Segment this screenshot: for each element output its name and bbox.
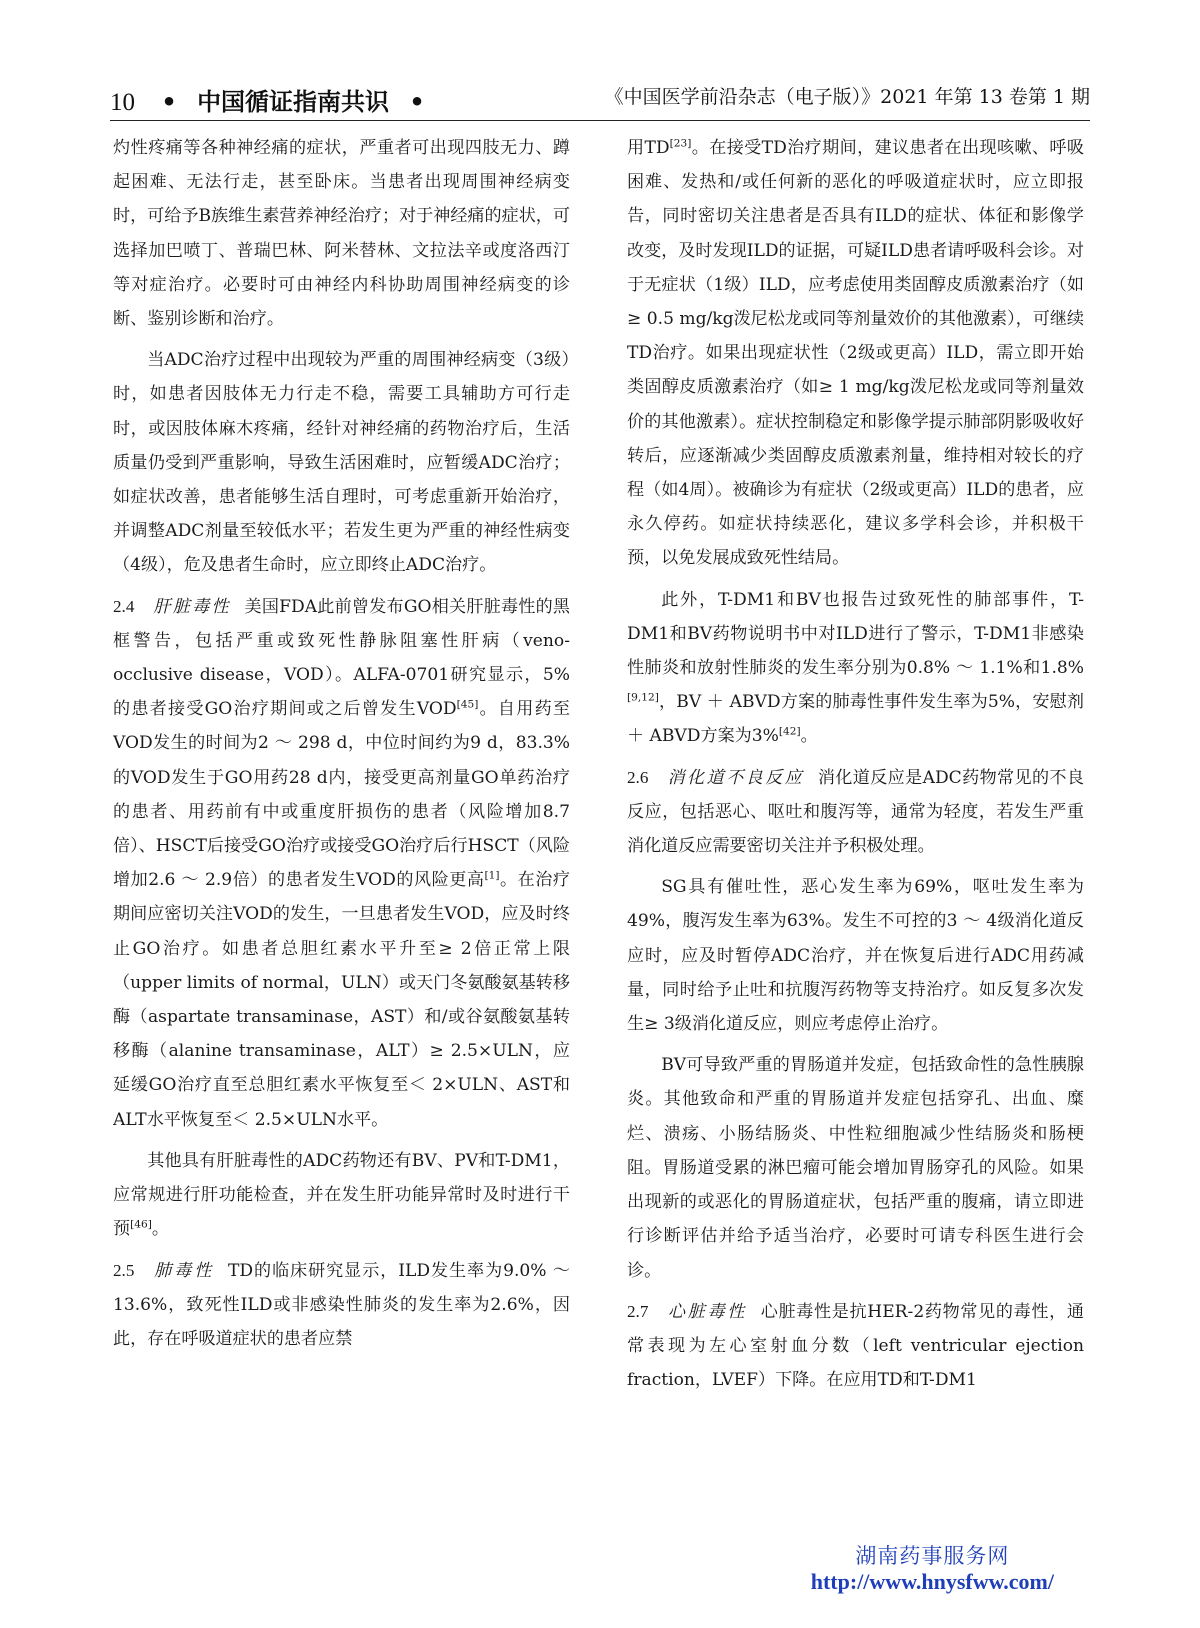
section-2-7-cardiotoxicity [627,1295,1084,1398]
header-bullet-left: • [161,88,177,116]
section-number: 2.5 [113,1260,135,1280]
section-2-6-gi-reactions [627,761,1084,864]
section-2-5-pulmonary-toxicity [113,1254,570,1357]
section-title: 肝脏毒性 [153,596,231,617]
paragraph-tdm1-bv-pulmonary [627,583,1084,754]
journal-info: 《中国医学前沿杂志（电子版）》2021 年第 13 卷第 1 期 [604,86,1090,108]
citation: [1] [484,869,500,882]
section-title: 心脏毒性 [667,1301,748,1322]
section-2-4-hepatotoxicity [113,590,570,1137]
watermark [811,1543,1054,1595]
section-number: 2.7 [627,1301,649,1321]
section-text: 。自用药至VOD发生的时间为2 ～ 298 d，中位时间约为9 d，83.3%的VOD发生于GO用药28 d内，接受更高剂量GO单药治疗的患者、用药前有中或重度肝损伤的患者（风险增加8.7倍）、HSCT后接受GO治疗或接受GO治疗后行HSCT（风险增加2.6 ～ 2.9倍）的患者发生VOD的风险更高 [113,699,570,891]
section-text: 美国FDA此前曾发布GO相关肝脏毒性的黑框警告，包括严重或致死性静脉阻塞性肝病（veno-occlusive disease，VOD）。ALFA-0701研究显示，5%的患者接受GO治疗期间或之后曾发生VOD [113,596,570,720]
column-title: 中国循证指南共识 [197,88,390,116]
section-number: 2.6 [627,767,649,787]
citation: [23] [669,137,692,150]
watermark-site-name: 湖南药事服务网 [855,1544,1010,1568]
citation: [45] [456,698,479,711]
paragraph-text: 。 [800,726,818,747]
header-left [110,82,437,117]
section-text: TD的临床研究显示，ILD发生率为9.0% ～ 13.6%，致死性ILD或非感染性肺炎的发生率为2.6%，因此，存在呼吸道症状的患者应禁 [113,1260,570,1349]
paragraph-text: 。 [151,1219,169,1240]
section-text: 心脏毒性是抗HER-2药物常见的毒性，通常表现为左心室射血分数（left ventricular ejection fraction，LVEF）下降。在应用TD和T-DM1 [627,1301,1084,1391]
section-title: 肺毒性 [153,1260,215,1281]
paragraph-text: 其他具有肝脏毒性的ADC药物还有BV、PV和T-DM1，应常规进行肝功能检查，并在发生肝功能异常时及时进行干预 [113,1150,570,1240]
paragraph-text: 。在接受TD治疗期间，建议患者在出现咳嗽、呼吸困难、发热和/或任何新的恶化的呼吸道症状时，应立即报告，同时密切关注患者是否具有ILD的症状、体征和影像学改变，及时发现ILD的证据，可疑ILD患者请呼吸科会诊。对于无症状（1级）ILD，应考虑使用类固醇皮质激素治疗（如≥ 0.5 mg/kg泼尼松龙或同等剂量效价的其他激素），可继续TD治疗。如果出现症状性（2级或更高）ILD，需立即开始类固醇皮质激素治疗（如≥ 1 mg/kg泼尼松龙或同等剂量效价的其他激素）。症状控制稳定和影像学提示肺部阴影吸收好转后，应逐渐减少类固醇皮质激素剂量，维持相对较长的疗程（如4周）。被确诊为有症状（2级或更高）ILD的患者，应永久停药。如症状持续恶化，建议多学科会诊，并积极干预，以免发展成致死性结局。 [627,138,1084,569]
section-title: 消化道不良反应 [667,767,805,788]
citation: [42] [778,725,801,738]
paragraph-ild-management [627,131,1084,576]
right-column [627,131,1084,1571]
paragraph-text: 此外，T-DM1和BV也报告过致死性的肺部事件，T-DM1和BV药物说明书中对ILD进行了警示，T-DM1非感染性肺炎和放射性肺炎的发生率分别为0.8% ～ 1.1%和1.8% [627,589,1084,679]
section-text: 。在治疗期间应密切关注VOD的发生，一旦患者发生VOD，应及时终止GO治疗。如患者总胆红素水平升至≥ 2倍正常上限（upper limits of normal，ULN）或天门冬氨酸氨基转移酶（aspartate transaminase，AST）和/或谷氨酸氨基转移酶（alanine transaminase，ALT）≥ 2.5×ULN，应延缓GO治疗直至总胆红素水平恢复至＜ 2×ULN、AST和ALT水平恢复至＜ 2.5×ULN水平。 [113,870,570,1130]
citation: [9,12] [627,691,659,704]
watermark-url: http://www.hnysfww.com/ [810,1569,1054,1594]
paragraph-text: 用TD [627,138,670,158]
left-column [113,131,570,1571]
page-header [110,74,1090,118]
header-rule [110,120,1090,121]
header-bullet-right: • [409,88,425,116]
page-number: 10 [110,89,135,116]
paragraph-bv-gi-complications: BV可导致严重的胃肠道并发症，包括致命性的急性胰腺炎。其他致命和严重的胃肠道并发症包括穿孔、出血、糜烂、溃疡、小肠结肠炎、中性粒细胞减少性结肠炎和肠梗阻。胃肠道受累的淋巴瘤可能会增加胃肠穿孔的风险。如果出现新的或恶化的胃肠道症状，包括严重的腹痛，请立即进行诊断评估并给予适当治疗，必要时可请专科医生进行会诊。 [627,1055,1084,1281]
section-text: 消化道反应是ADC药物常见的不良反应，包括恶心、呕吐和腹泻等，通常为轻度，若发生严重消化道反应需要密切关注并予积极处理。 [627,767,1084,857]
paragraph-text: ，BV ＋ ABVD方案的肺毒性事件发生率为5%，安慰剂＋ ABVD方案为3% [627,692,1084,747]
citation: [46] [130,1218,152,1231]
paragraph-neuropathy-continued: 灼性疼痛等各种神经痛的症状，严重者可出现四肢无力、蹲起困难、无法行走，甚至卧床。当患者出现周围神经病变时，可给予B族维生素营养神经治疗；对于神经痛的症状，可选择加巴喷丁、普瑞巴林、阿米替林、文拉法辛或度洛西汀等对症治疗。必要时可由神经内科协助周围神经病变的诊断、鉴别诊断和治疗。 [113,138,570,330]
paragraph-neuropathy-grading: 当ADC治疗过程中出现较为严重的周围神经病变（3级）时，如患者因肢体无力行走不稳，需要工具辅助方可行走时，或因肢体麻木疼痛，经针对神经痛的药物治疗后，生活质量仍受到严重影响，导致生活困难时，应暂缓ADC治疗；如症状改善，患者能够生活自理时，可考虑重新开始治疗，并调整ADC剂量至较低水平；若发生更为严重的神经性病变（4级），危及患者生命时，应立即终止ADC治疗。 [113,350,570,576]
paragraph-other-hepatotoxic-adc [113,1144,570,1247]
section-number: 2.4 [113,596,135,616]
paragraph-sg-emetogenic: SG具有催吐性，恶心发生率为69%，呕吐发生率为49%，腹泻发生率为63%。发生不可控的3 ～ 4级消化道反应时，应及时暂停ADC治疗，并在恢复后进行ADC用药减量，同时给予止吐和抗腹泻药物等支持治疗。如反复多次发生≥ 3级消化道反应，则应考虑停止治疗。 [627,877,1084,1035]
